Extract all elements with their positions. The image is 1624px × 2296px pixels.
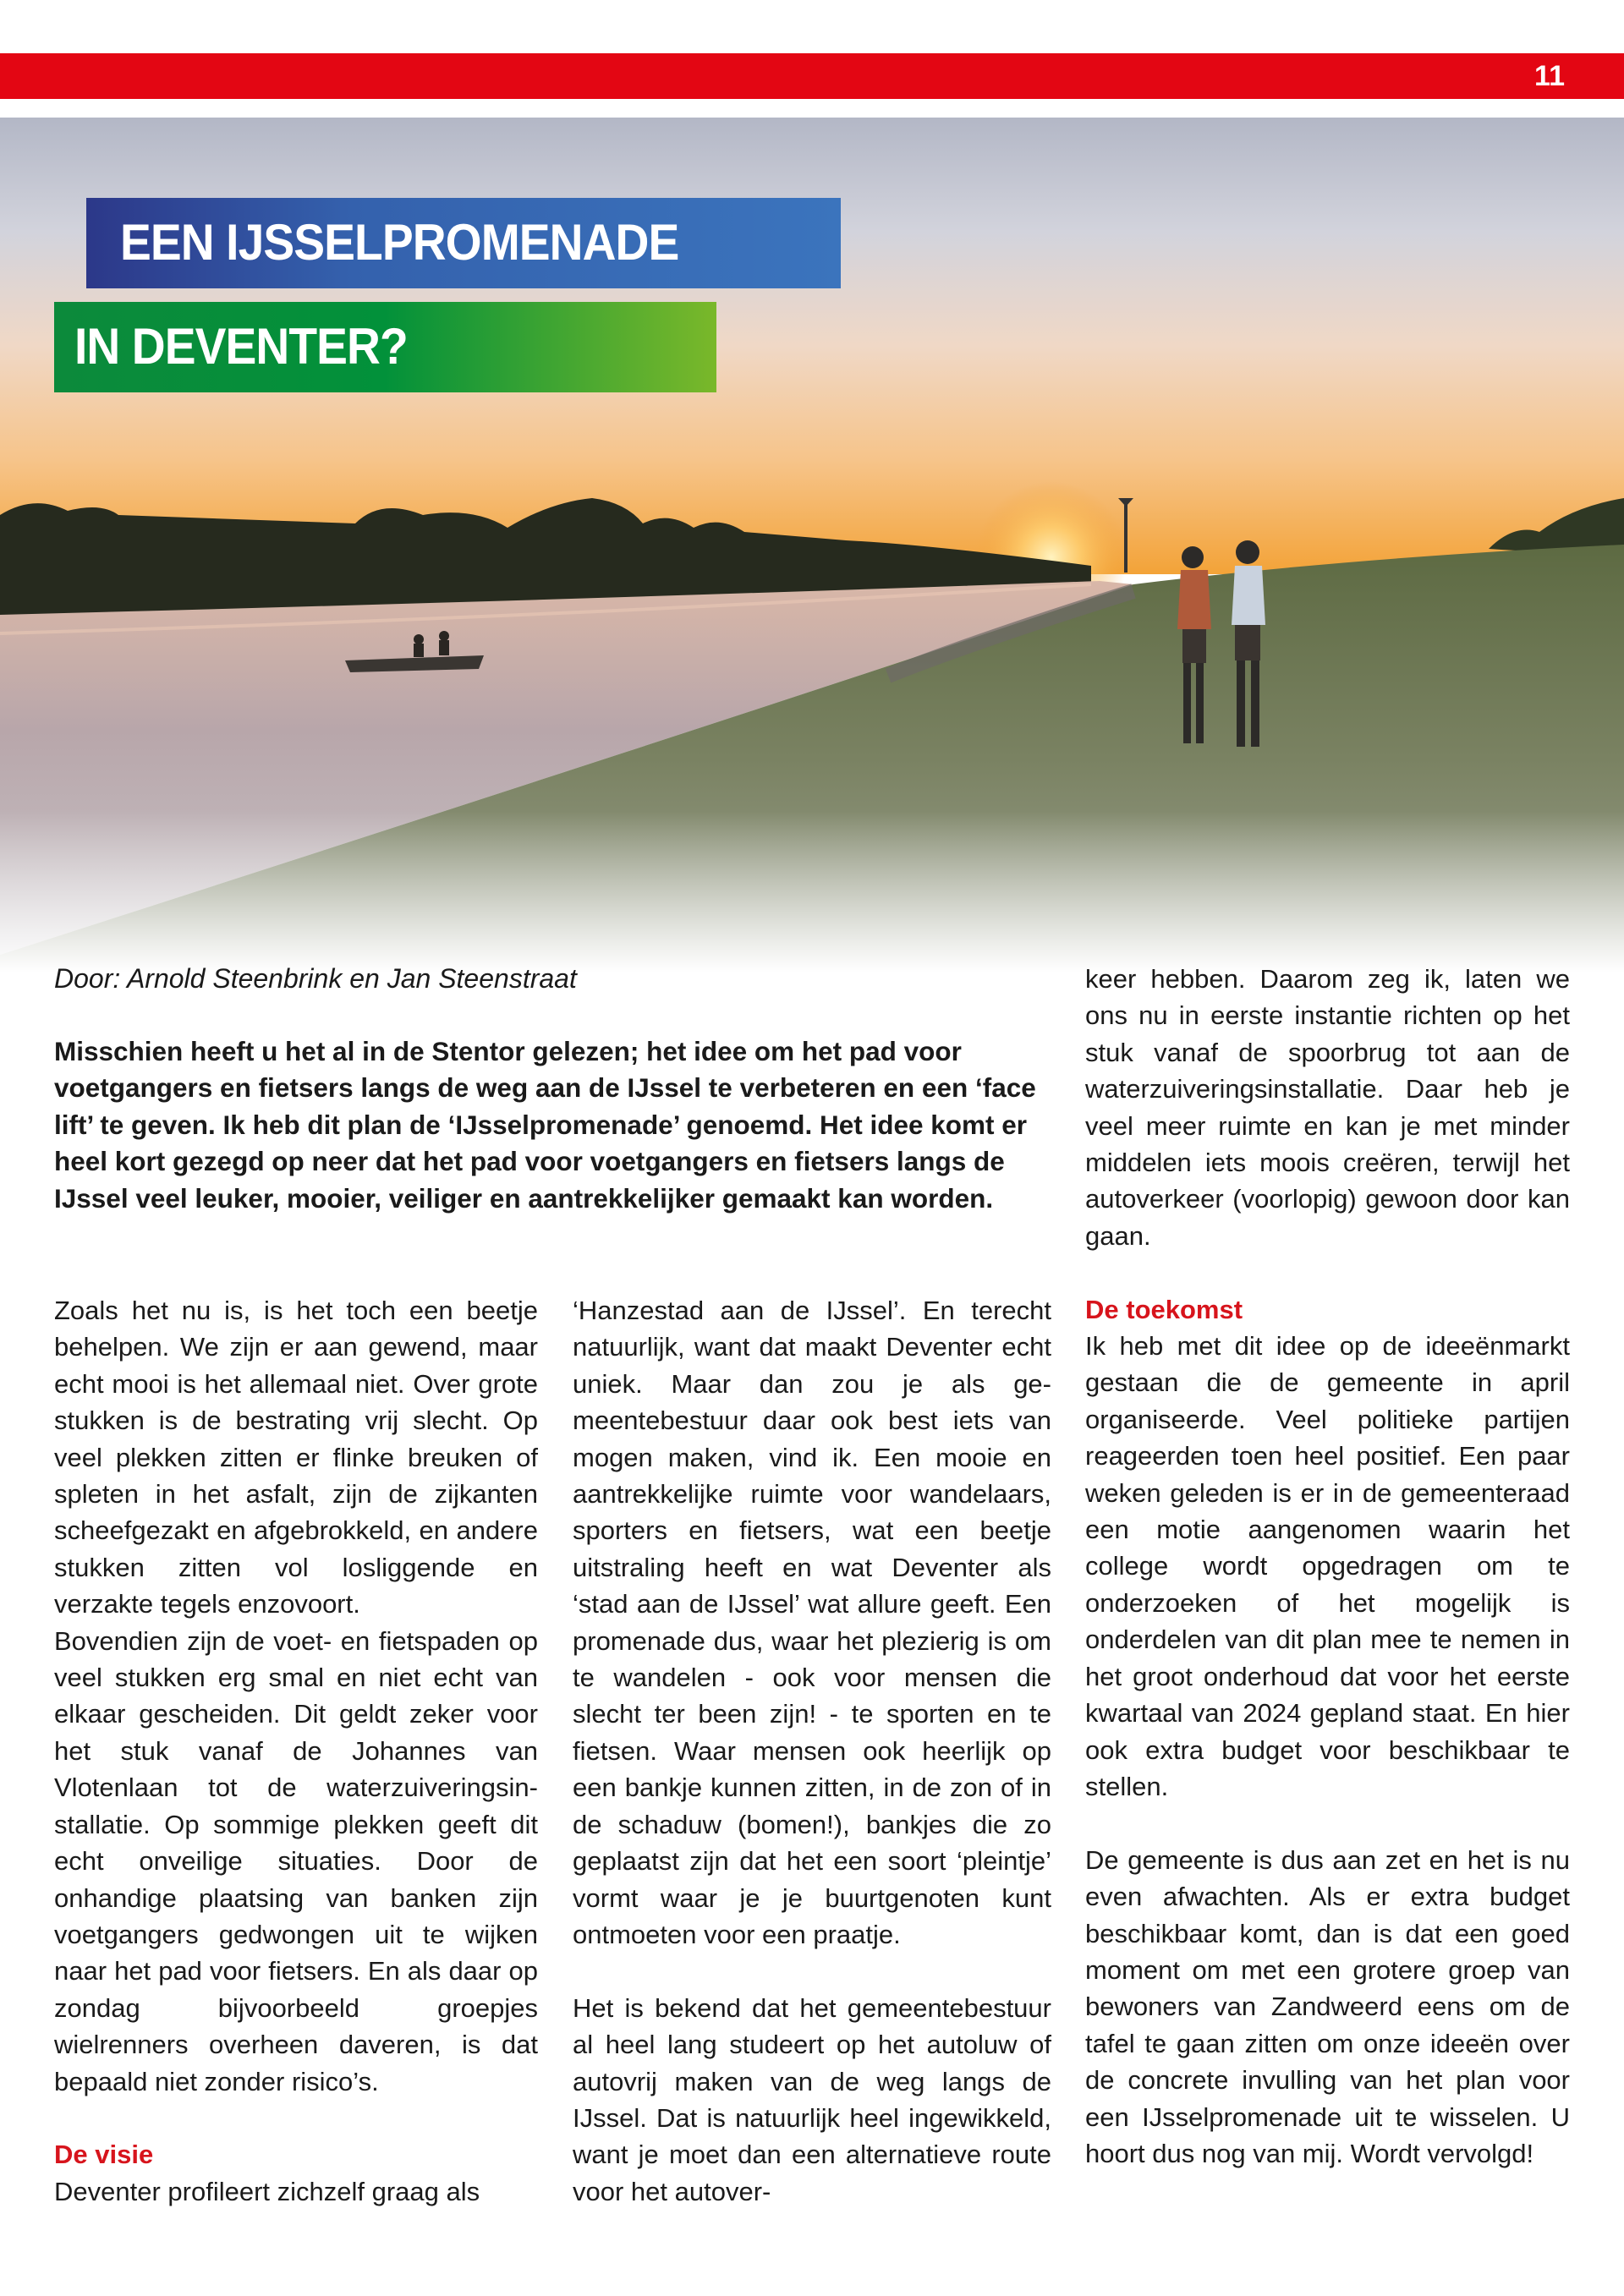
paragraph: Ik heb met dit idee op de ideeënmarkt gestaan die de gemeente in april organiseerde. Veel politieke partijen reageerden toen heel positief. Een paar weken geleden is er in de gemeenteraad een motie aangenomen waarin het college wordt opgedragen om te onderzoeken of het mogelijk is onderdelen van dit plan mee te nemen in het groot onderhoud dat voor het eerste kwartaal van 2024 gepland staat. En hier ook extra budget voor beschikbaar te stellen. bbox=[1085, 1331, 1570, 1801]
headline-line-2 bbox=[54, 302, 716, 392]
paragraph: De gemeente is dus aan zet en het is nu even afwachten. Als er extra budget beschikbaar komt, dan is dat een goed moment om met een grotere groep van bewoners van Zandweerd eens om de tafel te gaan zitten om onze ideeën over de concrete invulling van het plan voor een IJsselpromenade uit te wisselen. U hoort dus nog van mij. Wordt vervolgd! bbox=[1085, 1844, 1570, 2168]
paragraph: Bovendien zijn de voet- en fietspaden op veel stukken erg smal en niet echt van elkaar gescheiden. Dit geldt zeker voor het stuk vanaf de Johannes van Vlotenlaan tot de waterzuiveringsinstallatie. Op sommige plekken geeft dit echt onveilige situaties. Door de onhandige plaatsing van banken zijn voetgangers gedwongen uit te wijken naar het pad voor fietsers. En als daar op zondag bijvoorbeeld groepjes wielrenners overheen daveren, is dat bepaald niet zonder risico’s. bbox=[54, 1625, 538, 2096]
column-right bbox=[1085, 961, 1570, 2172]
headline-text-1: EEN IJSSELPROMENADE bbox=[120, 214, 679, 271]
section-heading-de-toekomst: De toekomst bbox=[1085, 1294, 1243, 1324]
byline: Door: Arnold Steenbrink en Jan Steenstraat bbox=[54, 963, 577, 994]
intro-paragraph: Misschien heeft u het al in de Stentor gelezen; het idee om het pad voor voetgangers en fietsers langs de weg aan de IJssel te verbeteren en een ‘face lift’ te geven. Ik heb dit plan de ‘IJsselpromenade’ genoemd. Het idee komt er heel kort gezegd op neer dat het pad voor voetgangers en fietsers langs de IJssel veel leuker, mooier, veiliger en aantrekkelijker gemaakt kan worden. bbox=[54, 1036, 1036, 1214]
headline-text-2: IN DEVENTER? bbox=[74, 318, 408, 375]
headline-line-1 bbox=[86, 198, 841, 288]
header-bar bbox=[0, 53, 1624, 99]
column-left bbox=[54, 1292, 538, 2210]
section-heading-de-visie: De visie bbox=[54, 2140, 154, 2170]
column-middle bbox=[573, 1292, 1051, 2210]
paragraph: Zoals het nu is, is het toch een beetje behelpen. We zijn er aan gewend, maar echt mooi is het allemaal niet. Over grote stukken is de bestrating vrij slecht. Op veel plekken zitten er flinke breuken of spleten in het asfalt, zijn de zijkanten scheefgezakt en afgebrokkeld, en andere stukken zitten vol losliggende en verzakte tegels enzovoort. bbox=[54, 1296, 538, 1619]
page-number: 11 bbox=[1534, 60, 1565, 92]
paragraph: keer hebben. Daarom zeg ik, laten we ons nu in eerste instantie richten op het stuk vanaf de spoorbrug tot aan de waterzuiveringsinstallatie. Daar heb je veel meer ruimte en kan je met minder middelen iets moois creëren, terwijl het autoverkeer (voorlopig) gewoon door kan gaan. bbox=[1085, 964, 1570, 1251]
paragraph: ‘Hanzestad aan de IJssel’. En terecht natuurlijk, want dat maakt Deventer echt uniek. Maar dan zou je als gemeentebestuur daar ook best iets van mogen maken, vind ik. Een mooie en aantrekkelijke ruimte voor wandelaars, sporters en fietsers, wat een beetje uitstraling heeft en wat Deventer als ‘stad aan de IJssel’ wat allure geeft. Een promenade dus, waar het plezierig is om te wandelen - ook voor mensen die slecht ter been zijn! - te sporten en te fietsen. Waar mensen ook heerlijk op een bankje kunnen zitten, in de zon of in de schaduw (bomen!), bankjes die zo geplaatst zijn dat het een soort ‘pleintje’ vormt waar je je buurtgenoten kunt ontmoeten voor een praatje. bbox=[573, 1296, 1051, 1949]
paragraph: Het is bekend dat het gemeentebestuur al heel lang studeert op het autoluw of autovrij maken van de weg langs de IJssel. Dat is natuurlijk heel ingewikkeld, want je moet dan een alternatieve route voor het autover- bbox=[573, 1992, 1051, 2206]
paragraph: Deventer profileert zichzelf graag als bbox=[54, 2176, 480, 2206]
